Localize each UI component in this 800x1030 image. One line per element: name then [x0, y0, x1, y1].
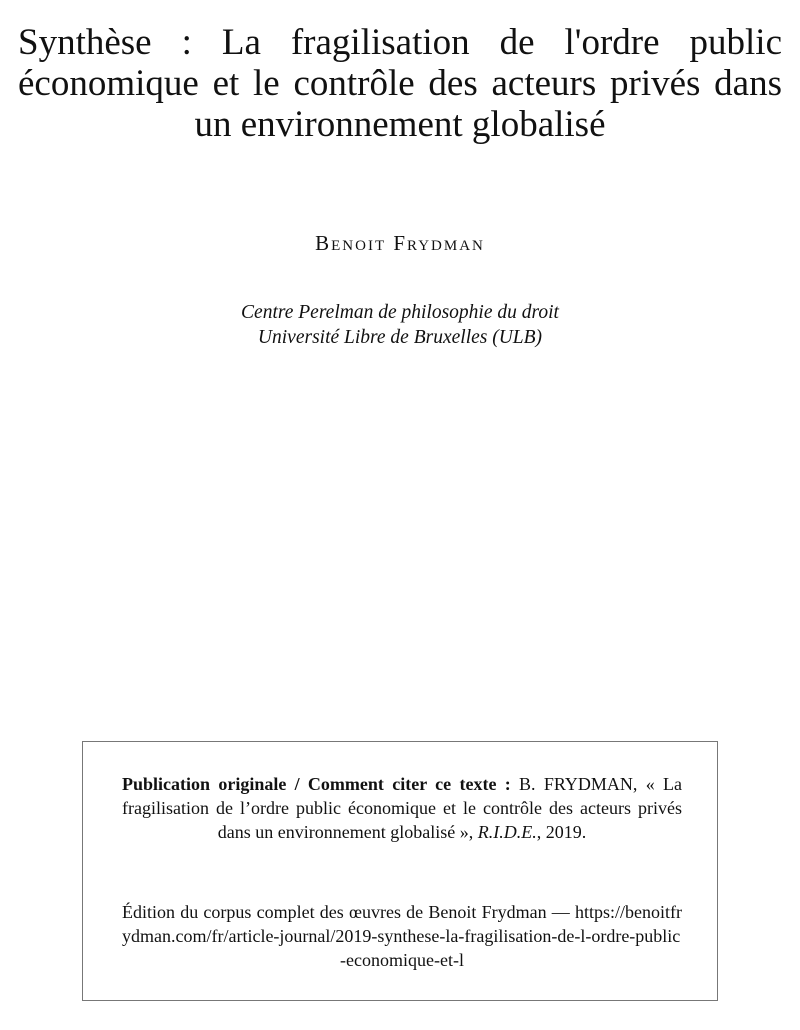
citation-heading: Publication originale / Comment citer ce texte :	[122, 774, 511, 794]
citation-box	[82, 741, 718, 1001]
corpus-link[interactable]: https://benoitfrydman.com/fr/article-journal/2019-synthese-la-fragilisation-de-l-ordre-public-economique-et-l	[122, 902, 683, 970]
corpus-paragraph	[122, 900, 682, 972]
citation-reference: B. FRYDMAN, « La fragilisation de l’ordre public économique et le contrôle des acteurs privés dans un environnement globalisé »,	[122, 774, 682, 842]
corpus-text: Édition du corpus complet des œuvres de Benoit Frydman —	[122, 902, 570, 922]
citation-paragraph	[122, 772, 682, 844]
citation-journal: R.I.D.E.	[477, 822, 537, 842]
document-title: Synthèse : La fragilisation de l'ordre public économique et le contrôle des acteurs privés dans un environnement globalisé	[18, 22, 782, 145]
affiliation-line-1: Centre Perelman de philosophie du droit	[241, 302, 559, 323]
author-name: Benoit Frydman	[315, 231, 485, 255]
author-affiliation	[0, 300, 800, 350]
citation-year: , 2019.	[536, 822, 587, 842]
affiliation-line-2: Université Libre de Bruxelles (ULB)	[257, 327, 543, 348]
